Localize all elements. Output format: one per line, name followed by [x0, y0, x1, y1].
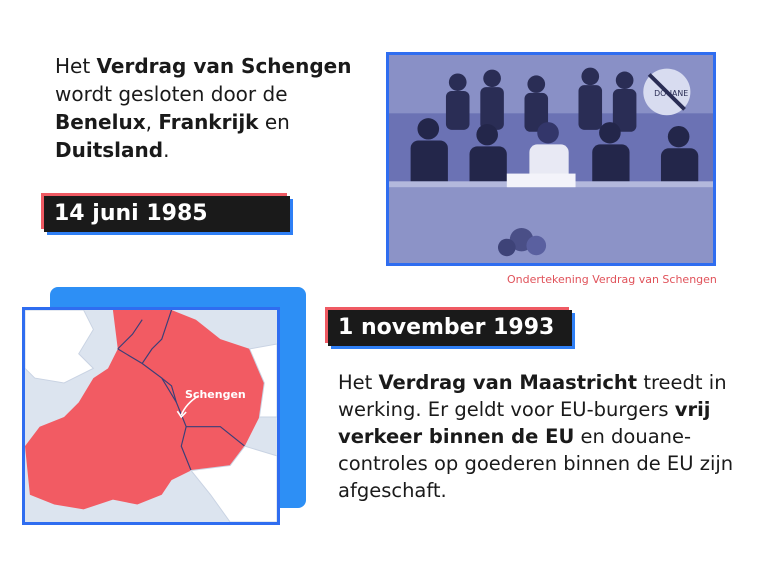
signing-photo-illustration	[389, 55, 713, 263]
date-badge-1993: 1 november 1993	[328, 310, 572, 346]
desc-bold-treaty: Verdrag van Maastricht	[378, 371, 638, 394]
desc-bold-free-movement: vrij verkeer binnen de EU	[338, 397, 711, 448]
intro-bold-france: Frankrijk	[158, 110, 259, 134]
europe-map-illustration	[25, 310, 277, 522]
date-badge-1985: 14 juni 1985	[44, 196, 290, 232]
europe-map	[22, 307, 280, 525]
photo-caption: Ondertekening Verdrag van Schengen	[507, 273, 717, 286]
svg-text:DOUANE: DOUANE	[654, 88, 689, 98]
maastricht-text: Het Verdrag van Maastricht treedt in werking. Er geldt voor EU-burgers vrij verkeer binnen de EU en douane-controles op goederen binnen de EU zijn afgeschaft.	[338, 371, 734, 502]
intro-bold-benelux: Benelux	[55, 110, 146, 134]
map-label-schengen: Schengen	[185, 388, 246, 401]
signing-photo	[386, 52, 716, 266]
intro-bold-germany: Duitsland	[55, 138, 164, 162]
intro-bold-treaty: Verdrag van Schengen	[96, 54, 352, 78]
intro-text: Het Verdrag van Schengen wordt gesloten door de Benelux, Frankrijk en Duitsland.	[55, 54, 352, 162]
